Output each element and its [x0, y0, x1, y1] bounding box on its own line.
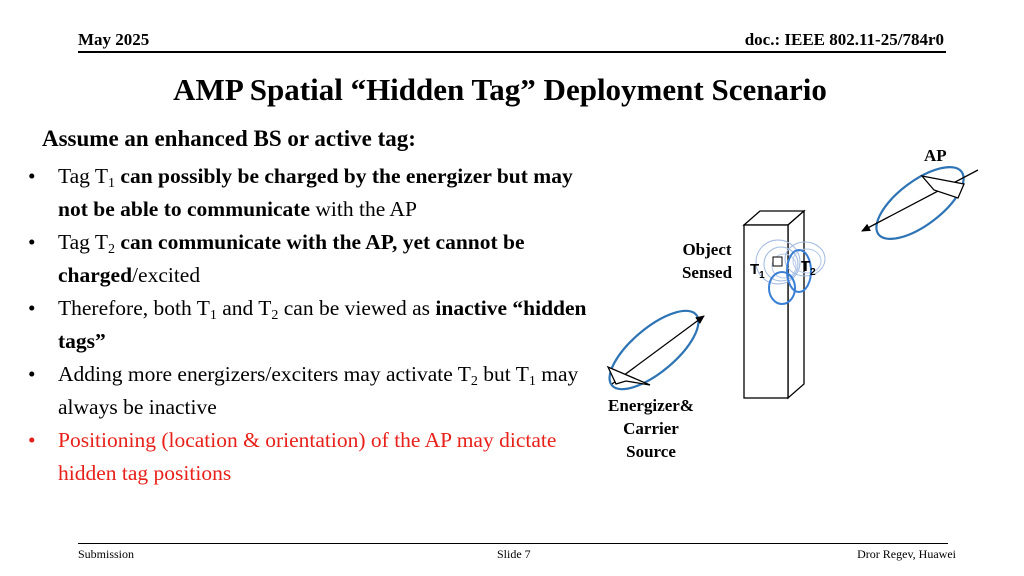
tag-t1-label: $T_1$ [750, 261, 765, 281]
header-doc-id: doc.: IEEE 802.11-25/784r0 [744, 30, 944, 49]
ap-antenna-icon [922, 176, 964, 198]
footer-submission: Submission [78, 547, 135, 561]
bullet-icon: • [28, 296, 36, 320]
sensed-point-icon [773, 257, 782, 266]
energizer-source-label: Energizer& Carrier Source [608, 396, 694, 461]
ap-beam [862, 154, 978, 252]
ap-label: AP [924, 146, 947, 165]
bullet-icon: • [28, 362, 36, 386]
energizer-beam [598, 298, 711, 402]
bullet-item: • Tag $T_1$ can possibly be charged by the energizer but may not be able to communicate with the AP [22, 160, 602, 226]
object-sensed-label: Object Sensed [681, 240, 733, 282]
bullet-item: • Therefore, both $T_1$ and $T_2$ can be viewed as inactive “hidden tags” [22, 292, 602, 358]
bullet-item: • Tag $T_2$ can communicate with the AP, yet cannot be charged/excited [22, 226, 602, 292]
bullet-icon: • [28, 428, 36, 452]
bullet-item-highlight: • Positioning (location & orientation) of the AP may dictate hidden tag positions [22, 424, 602, 490]
bullet-item: • Adding more energizers/exciters may activate $T_2$ but $T_1$ may always be inactive [22, 358, 602, 424]
footer-author: Dror Regev, Huawei [857, 547, 956, 561]
bullet-icon: • [28, 164, 36, 188]
slide-title: AMP Spatial “Hidden Tag” Deployment Scenario [173, 72, 827, 107]
bullet-icon: • [28, 230, 36, 254]
tag-t2-label: $T_2$ [801, 258, 816, 278]
intro-heading: Assume an enhanced BS or active tag: [42, 126, 416, 151]
footer-rule [78, 543, 948, 544]
header-date: May 2025 [78, 30, 150, 49]
footer-slide-number: Slide 7 [497, 547, 531, 561]
object-box [744, 211, 804, 398]
